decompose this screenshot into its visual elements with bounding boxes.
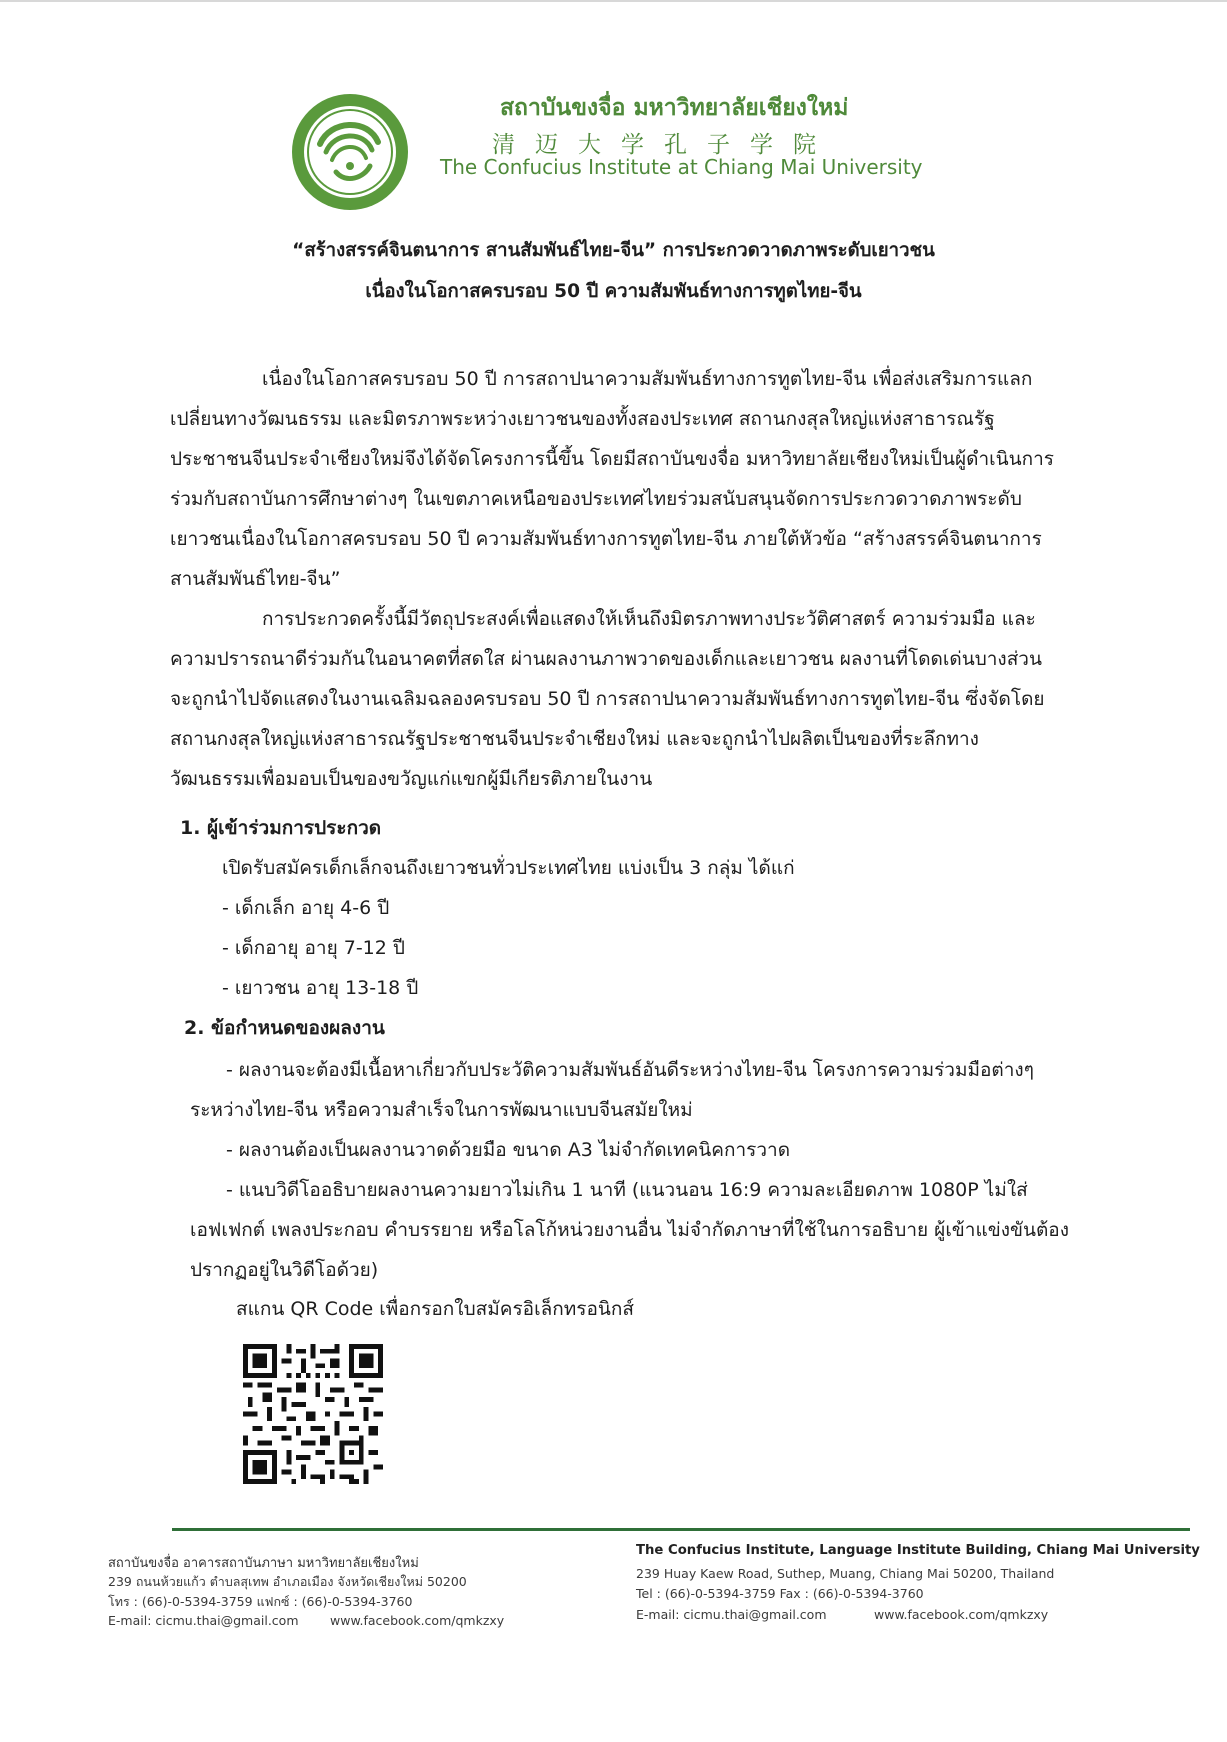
requirement-line: ปรากฏอยู่ในวิดีโอด้วย) <box>190 1259 379 1281</box>
paragraph-2-line: ความปรารถนาดีร่วมกันในอนาคตที่สดใส ผ่านผลงานภาพวาดของเด็กและเยาวชน ผลงานที่โดดเด่นบางส่วน <box>170 648 1042 670</box>
paragraph-1-line: เปลี่ยนทางวัฒนธรรม และมิตรภาพระหว่างเยาวชนของทั้งสองประเทศ สถานกงสุลใหญ่แห่งสาธารณรัฐ <box>170 408 995 430</box>
paragraph-2-line: การประกวดครั้งนี้มีวัตถุประสงค์เพื่อแสดงให้เห็นถึงมิตรภาพทางประวัติศาสตร์ ความร่วมมือ และ <box>262 608 1036 630</box>
qr-prompt: สแกน QR Code เพื่อกรอกใบสมัครอิเล็กทรอนิกส์ <box>236 1298 634 1320</box>
section-1-heading: 1. ผู้เข้าร่วมการประกวด <box>180 817 382 839</box>
age-group-item: - เยาวชน อายุ 13-18 ปี <box>222 977 419 999</box>
footer-right-web[interactable]: www.facebook.com/qmkzxy <box>874 1607 1049 1622</box>
requirement-line: - แนบวิดีโออธิบายผลงานความยาวไม่เกิน 1 นาที (แนวนอน 16:9 ความละเอียดภาพ 1080P ไม่ใส่ <box>226 1179 1028 1201</box>
institute-logo-icon <box>290 92 410 212</box>
footer-right-address: 239 Huay Kaew Road, Suthep, Muang, Chiang Mai 50200, Thailand <box>636 1566 1055 1581</box>
requirement-line: - ผลงานจะต้องมีเนื้อหาเกี่ยวกับประวัติความสัมพันธ์อันดีระหว่างไทย-จีน โครงการความร่วมมือต่างๆ <box>226 1059 1034 1081</box>
paragraph-2-line: จะถูกนำไปจัดแสดงในงานเฉลิมฉลองครบรอบ 50 ปี การสถาปนาความสัมพันธ์ทางการทูตไทย-จีน ซึ่งจัดโดย <box>170 688 1045 710</box>
paragraph-1-line: ร่วมกับสถาบันการศึกษาต่างๆ ในเขตภาคเหนือของประเทศไทยร่วมสนับสนุนจัดการประกวดวาดภาพระดับ <box>170 488 1022 510</box>
requirement-line: เอฟเฟกต์ เพลงประกอบ คำบรรยาย หรือโลโก้หน่วยงานอื่น ไม่จำกัดภาษาที่ใช้ในการอธิบาย ผู้เข้าแข่งขันต้อง <box>190 1219 1069 1241</box>
footer-left-web[interactable]: www.facebook.com/qmkzxy <box>330 1613 505 1628</box>
footer-left-email[interactable]: E-mail: cicmu.thai@gmail.com <box>108 1613 299 1628</box>
paragraph-1-line: เยาวชนเนื่องในโอกาสครบรอบ 50 ปี ความสัมพันธ์ทางการทูตไทย-จีน ภายใต้หัวข้อ “สร้างสรรค์จินตนาการ <box>170 528 1042 550</box>
footer-left-address: 239 ถนนห้วยแก้ว ตำบลสุเทพ อำเภอเมือง จังหวัดเชียงใหม่ 50200 <box>108 1574 467 1589</box>
scan-edge <box>0 0 1227 2</box>
footer-right-phone: Tel : (66)-0-5394-3759 Fax : (66)-0-5394-3760 <box>636 1586 924 1601</box>
footer-divider <box>172 1528 1190 1531</box>
footer-left-org: สถาบันขงจื่อ อาคารสถาบันภาษา มหาวิทยาลัยเชียงใหม่ <box>108 1556 419 1571</box>
qr-code-icon[interactable] <box>243 1344 383 1484</box>
requirement-line: ระหว่างไทย-จีน หรือความสำเร็จในการพัฒนาแบบจีนสมัยใหม่ <box>190 1099 693 1121</box>
paragraph-1-line: สานสัมพันธ์ไทย-จีน” <box>170 568 341 590</box>
paragraph-1-line: ประชาชนจีนประจำเชียงใหม่จึงได้จัดโครงการนี้ขึ้น โดยมีสถาบันขงจื่อ มหาวิทยาลัยเชียงใหม่เป็นผู้ดำเนินการ <box>170 448 1055 470</box>
paragraph-1-line: เนื่องในโอกาสครบรอบ 50 ปี การสถาปนาความสัมพันธ์ทางการทูตไทย-จีน เพื่อส่งเสริมการแลก <box>262 368 1033 390</box>
document-title-line2: เนื่องในโอกาสครบรอบ 50 ปี ความสัมพันธ์ทางการทูตไทย-จีน <box>365 281 862 302</box>
paragraph-2-line: วัฒนธรรมเพื่อมอบเป็นของขวัญแก่แขกผู้มีเกียรติภายในงาน <box>170 768 653 790</box>
age-group-item: - เด็กอายุ อายุ 7-12 ปี <box>222 937 405 959</box>
section-2-heading: 2. ข้อกำหนดของผลงาน <box>184 1017 385 1039</box>
age-group-item: - เด็กเล็ก อายุ 4-6 ปี <box>222 897 390 919</box>
footer-left-phone: โทร : (66)-0-5394-3759 แฟกซ์ : (66)-0-5394-3760 <box>108 1594 413 1609</box>
requirement-line: - ผลงานต้องเป็นผลงานวาดด้วยมือ ขนาด A3 ไม่จำกัดเทคนิคการวาด <box>226 1139 791 1161</box>
paragraph-2-line: สถานกงสุลใหญ่แห่งสาธารณรัฐประชาชนจีนประจำเชียงใหม่ และจะถูกนำไปผลิตเป็นของที่ระลึกทาง <box>170 728 979 750</box>
section-1-intro: เปิดรับสมัครเด็กเล็กจนถึงเยาวชนทั่วประเทศไทย แบ่งเป็น 3 กลุ่ม ได้แก่ <box>222 857 795 879</box>
header-org-thai: สถาบันขงจื่อ มหาวิทยาลัยเชียงใหม่ <box>500 95 849 121</box>
footer-right-email[interactable]: E-mail: cicmu.thai@gmail.com <box>636 1607 827 1622</box>
header-org-chinese: 清迈大学孔子学院 <box>492 132 836 158</box>
footer-right-org: The Confucius Institute, Language Institute Building, Chiang Mai University <box>636 1543 1200 1558</box>
header-org-english: The Confucius Institute at Chiang Mai University <box>440 155 923 179</box>
document-title-line1: “สร้างสรรค์จินตนาการ สานสัมพันธ์ไทย-จีน” การประกวดวาดภาพระดับเยาวชน <box>292 240 935 261</box>
